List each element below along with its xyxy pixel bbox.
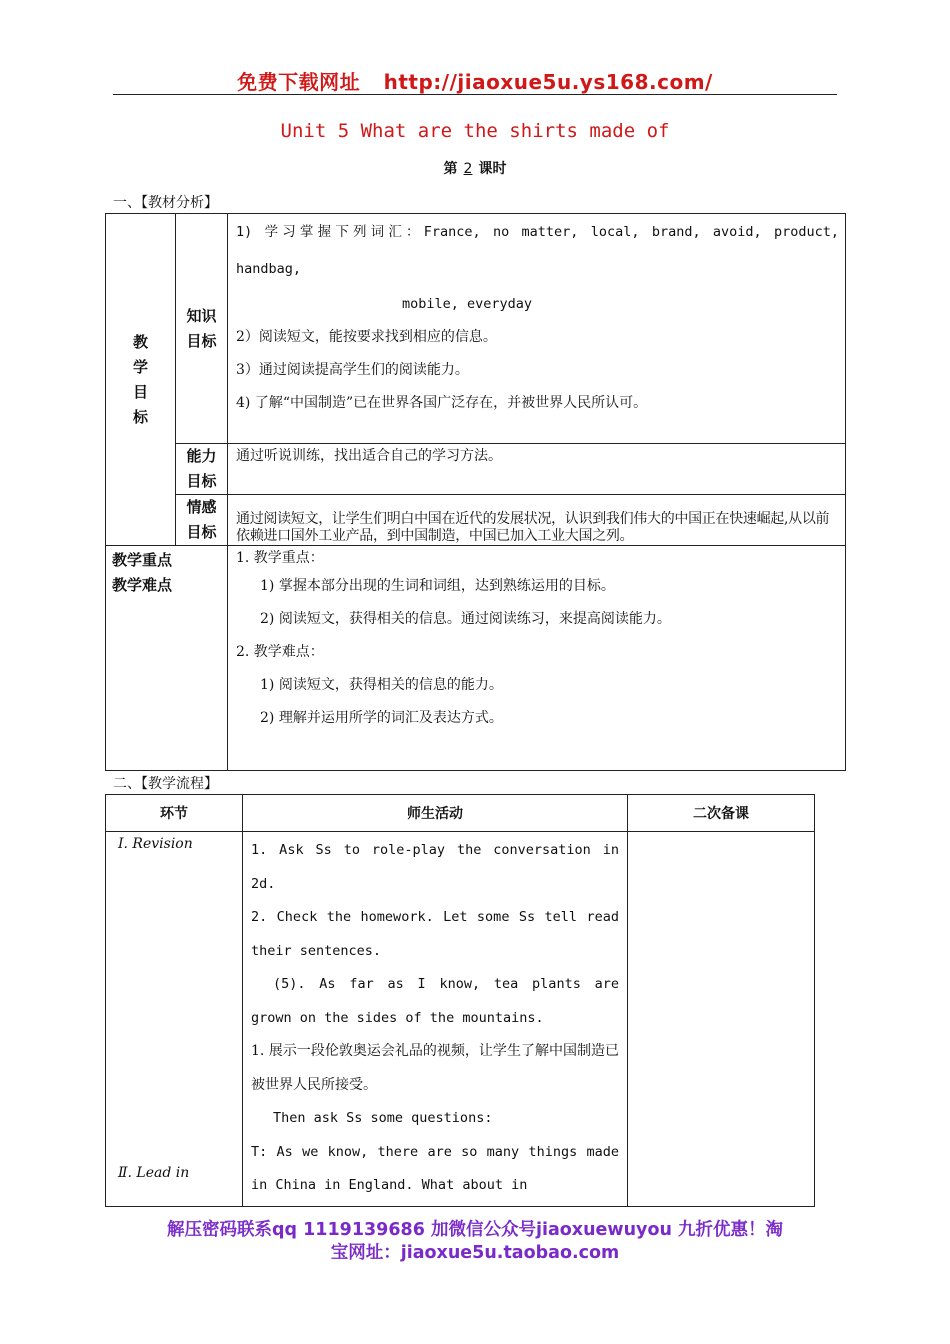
flow-header-notes: 二次备课 <box>628 795 815 832</box>
header-banner <box>0 66 950 95</box>
knowledge-item: 1) 学习掌握下列词汇：France, no matter, local, brand, avoid, product, handbag, <box>236 224 839 277</box>
keypoint-item: 1) 阅读短文，获得相关的信息的能力。 <box>260 677 503 693</box>
activity-line: 1. Ask Ss to role-play the conversation in 2d. <box>251 842 619 892</box>
keypoint-item: 2) 理解并运用所学的词汇及表达方式。 <box>260 710 503 726</box>
objectives-label <box>106 214 176 546</box>
section-heading-analysis: 一、【教材分析】 <box>113 195 218 211</box>
ability-text: 通过听说训练，找出适合自己的学习方法。 <box>236 448 502 464</box>
flow-stage-cell <box>106 832 243 1207</box>
header-url[interactable]: http://jiaoxue5u.ys168.com/ <box>383 70 713 94</box>
flow-activity-cell <box>243 832 628 1207</box>
lesson-suffix: 课时 <box>478 161 507 177</box>
emotion-content <box>228 495 846 546</box>
knowledge-label-text: 知识目标 <box>186 306 217 350</box>
analysis-table <box>105 213 846 771</box>
page-title: Unit 5 What are the shirts made of <box>280 120 670 142</box>
flow-header-activity: 师生活动 <box>243 795 628 832</box>
ability-label-text: 能力目标 <box>186 447 217 490</box>
activity-line: T: As we know, there are so many things made in China in England. What about in <box>251 1143 619 1193</box>
lesson-value: 2 <box>463 161 473 177</box>
emotion-label <box>176 495 228 546</box>
activity-line: 1. 展示一段伦敦奥运会礼品的视频，让学生了解中国制造已被世界人民所接受。 <box>251 1043 619 1093</box>
keypoint-item: 1. 教学重点： <box>236 550 324 566</box>
keypoints-label-1: 教学重点 <box>112 551 173 569</box>
section-heading-flow: 二、【教学流程】 <box>113 776 218 792</box>
keypoints-label-2: 教学难点 <box>112 576 173 594</box>
keypoint-item: 1) 掌握本部分出现的生词和词组，达到熟练运用的目标。 <box>260 578 615 594</box>
emotion-label-text: 情感目标 <box>186 498 217 541</box>
footer-line-2: 宝网址：jiaoxue5u.taobao.com <box>330 1243 620 1263</box>
ability-content <box>228 444 846 495</box>
keypoint-item: 2. 教学难点： <box>236 644 324 660</box>
flow-table <box>105 794 815 1207</box>
stage-lead-in: Ⅱ. Lead in <box>118 1165 190 1181</box>
stage-revision: Ⅰ. Revision <box>118 836 193 852</box>
objectives-label-text: 教学目标 <box>132 332 148 426</box>
activity-line: Then ask Ss some questions: <box>273 1110 493 1126</box>
footer-notice <box>0 1219 950 1265</box>
emotion-text: 通过阅读短文，让学生们明白中国在近代的发展状况，认识到我们伟大的中国正在快速崛起,从以前依赖进口国外工业产品，到中国制造，中国已加入工业大国之列。 <box>236 511 830 544</box>
lesson-number <box>0 158 950 178</box>
activity-line: (5). As far as I know, tea plants are grown on the sides of the mountains. <box>251 976 619 1026</box>
knowledge-label <box>176 214 228 444</box>
knowledge-content <box>228 214 846 444</box>
flow-notes-cell <box>628 832 815 1207</box>
header-label: 免费下载网址 <box>237 70 361 94</box>
lesson-prefix: 第 <box>443 161 458 177</box>
activity-line: 2. Check the homework. Let some Ss tell read their sentences. <box>251 909 619 959</box>
knowledge-item: 2）阅读短文，能按要求找到相应的信息。 <box>236 329 497 345</box>
footer-line-1: 解压密码联系qq 1119139686 加微信公众号jiaoxuewuyou 九折优惠！淘 <box>166 1220 784 1240</box>
flow-header-stage: 环节 <box>106 795 243 832</box>
keypoints-label <box>106 546 228 771</box>
knowledge-item: 3）通过阅读提高学生们的阅读能力。 <box>236 362 469 378</box>
ability-label <box>176 444 228 495</box>
keypoints-content <box>228 546 846 771</box>
keypoint-item: 2) 阅读短文，获得相关的信息。通过阅读练习，来提高阅读能力。 <box>260 611 671 627</box>
knowledge-item: 4) 了解“中国制造”已在世界各国广泛存在，并被世界人民所认可。 <box>236 395 648 411</box>
knowledge-item: mobile, everyday <box>402 296 533 312</box>
header-divider <box>113 94 837 95</box>
